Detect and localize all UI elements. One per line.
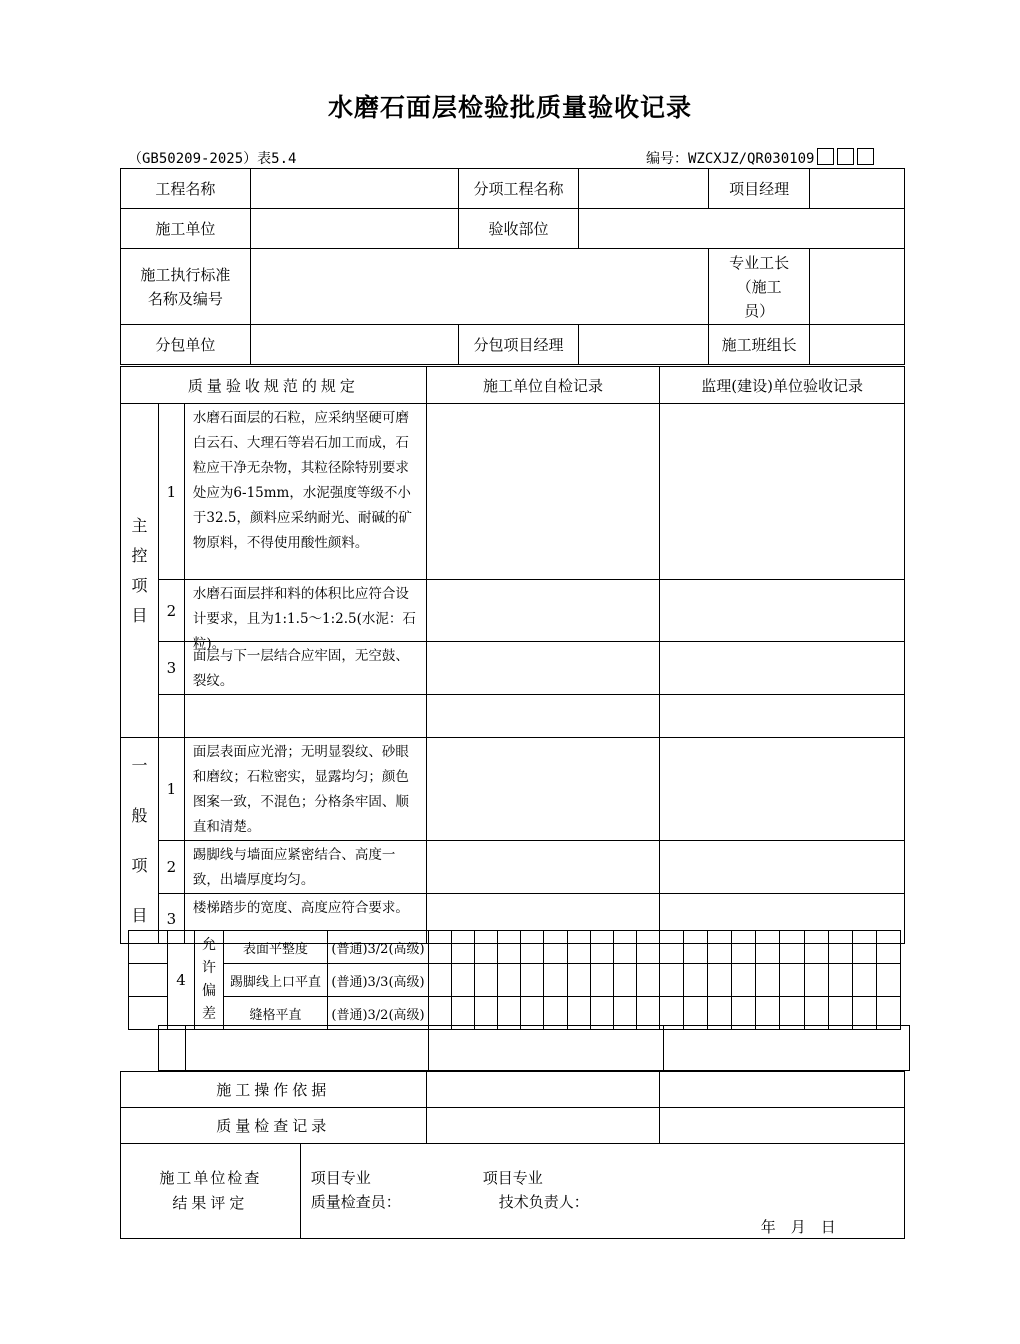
construction-unit-field[interactable] xyxy=(250,209,458,249)
deviation-item-value: (普通)3/2(高级) xyxy=(328,931,429,964)
measurement-cell[interactable] xyxy=(520,931,543,963)
standard-reference: （GB50209-2025）表5.4 xyxy=(128,151,297,167)
main-items-label: 主 控 项 目 xyxy=(121,404,159,738)
subcontractor-label: 分包单位 xyxy=(121,325,251,365)
inspection-record-field[interactable] xyxy=(426,1108,660,1144)
main-item-self-check[interactable] xyxy=(426,404,660,580)
measurement-cell[interactable] xyxy=(567,964,590,996)
measurement-cell[interactable] xyxy=(497,931,520,963)
measurement-cell[interactable] xyxy=(876,931,900,963)
spec-column-header: 质量验收规范的规定 xyxy=(121,367,427,404)
foreman-field[interactable] xyxy=(810,249,905,325)
standard-name-label xyxy=(121,249,251,325)
measurement-cell[interactable] xyxy=(590,964,613,996)
measurement-cell[interactable] xyxy=(828,931,852,963)
main-item-supervision[interactable] xyxy=(660,404,905,580)
sub-project-name-field[interactable] xyxy=(579,169,709,209)
main-item-number: 3 xyxy=(158,642,184,695)
main-item-requirement: 水磨石面层的石粒，应采纳坚硬可磨白云石、大理石等岩石加工而成，石粒应干净无杂物，其粒径除特别要求处应为6-15mm，水泥强度等级不小于32.5，颜料应采纳耐光、耐碱的矿物原料，不得使用酸性颜料。 xyxy=(184,404,426,580)
measurement-cell[interactable] xyxy=(755,931,779,963)
project-name-label: 工程名称 xyxy=(121,169,251,209)
deviation-item-name: 表面平整度 xyxy=(224,931,328,964)
measurement-cell[interactable] xyxy=(451,931,474,963)
measurement-cell[interactable] xyxy=(707,931,731,963)
measurement-cell[interactable] xyxy=(429,931,451,963)
evaluation-table xyxy=(120,1143,905,1239)
main-item-supervision[interactable] xyxy=(660,642,905,695)
inspection-record-label: 质量检查记录 xyxy=(121,1108,427,1144)
measurement-cell[interactable] xyxy=(590,931,613,963)
measurement-cell[interactable] xyxy=(852,964,876,996)
main-item-self-check-blank[interactable] xyxy=(426,695,660,738)
project-manager-label: 项目经理 xyxy=(709,169,810,209)
measurement-cell[interactable] xyxy=(636,964,659,996)
page-title: 水磨石面层检验批质量验收记录 xyxy=(327,93,692,122)
measurement-cell[interactable] xyxy=(636,931,659,963)
evaluation-date: 年 月 日 xyxy=(760,1218,836,1236)
measurement-grid xyxy=(429,964,659,996)
measurement-cell[interactable] xyxy=(804,931,828,963)
general-item-self-check[interactable] xyxy=(426,841,660,894)
general-item-supervision[interactable] xyxy=(660,738,905,841)
blank-row-table xyxy=(158,1025,910,1071)
deviation-item-name: 缝格平直 xyxy=(224,997,328,1030)
sub-project-name-label: 分项工程名称 xyxy=(458,169,579,209)
general-item-number: 2 xyxy=(158,841,184,894)
deviation-item-name: 踢脚线上口平直 xyxy=(224,964,328,997)
main-item-requirement: 水磨石面层拌和料的体积比应符合设计要求，且为1:1.5～1:2.5(水泥：石粒)。 xyxy=(184,580,426,642)
general-items-label: 一 般 项 目 xyxy=(121,738,159,944)
main-item-number: 2 xyxy=(158,580,184,642)
measurement-cell[interactable] xyxy=(474,964,497,996)
record-code xyxy=(646,148,874,168)
measurement-cell[interactable] xyxy=(567,931,590,963)
foreman-line3: 员） xyxy=(744,301,775,320)
sub-manager-field[interactable] xyxy=(579,325,709,365)
main-item-number-blank xyxy=(158,695,184,738)
deviation-blank-cell xyxy=(129,964,168,997)
measurement-cell[interactable] xyxy=(660,964,683,996)
foreman-label xyxy=(709,249,810,325)
tech-lead-signature-label: 项目专业 技术负责人： xyxy=(482,1169,589,1211)
measurement-cell[interactable] xyxy=(613,964,636,996)
inspector-signature-label: 项目专业 质量检查员： xyxy=(310,1169,401,1211)
deviation-supervision-grid xyxy=(660,931,901,964)
sub-manager-label: 分包项目经理 xyxy=(458,325,579,365)
deviation-self-grid xyxy=(429,964,660,997)
inspection-record-supervision-field[interactable] xyxy=(660,1108,905,1144)
measurement-cell[interactable] xyxy=(429,964,451,996)
standard-name-line2: 名称及编号 xyxy=(147,289,223,308)
deviation-item-value: (普通)3/3(高级) xyxy=(328,964,429,997)
code-box-3[interactable] xyxy=(857,148,874,165)
general-item-number: 1 xyxy=(158,738,184,841)
measurement-cell[interactable] xyxy=(497,964,520,996)
measurement-cell[interactable] xyxy=(660,931,683,963)
blank-number-cell xyxy=(159,1026,186,1071)
measurement-cell[interactable] xyxy=(543,964,566,996)
measurement-cell[interactable] xyxy=(520,964,543,996)
general-item-requirement: 楼梯踏步的宽度、高度应符合要求。 xyxy=(184,894,426,944)
standard-name-field[interactable] xyxy=(250,249,708,325)
subcontractor-field[interactable] xyxy=(250,325,458,365)
measurement-cell[interactable] xyxy=(755,964,779,996)
inspection-table xyxy=(120,366,905,944)
standard-name-line1: 施工执行标准 xyxy=(140,265,231,284)
code-value: WZCXJZ/QR030109 xyxy=(688,151,815,167)
measurement-grid xyxy=(660,931,900,963)
code-label: 编号： xyxy=(646,151,688,167)
measurement-grid xyxy=(660,964,900,996)
code-box-1[interactable] xyxy=(817,148,834,165)
measurement-cell[interactable] xyxy=(779,931,803,963)
deviation-supervision-grid xyxy=(660,964,901,997)
evaluation-field[interactable] xyxy=(300,1144,904,1239)
general-item-requirement: 踢脚线与墙面应紧密结合、高度一致，出墙厚度均匀。 xyxy=(184,841,426,894)
footer-table xyxy=(120,1071,905,1144)
acceptance-part-field[interactable] xyxy=(579,209,905,249)
team-leader-field[interactable] xyxy=(810,325,905,365)
blank-supervision-cell[interactable] xyxy=(664,1026,910,1071)
code-box-2[interactable] xyxy=(837,148,854,165)
blank-requirement-cell xyxy=(186,1026,429,1071)
main-item-requirement: 面层与下一层结合应牢固，无空鼓、裂纹。 xyxy=(184,642,426,695)
general-item-supervision[interactable] xyxy=(660,841,905,894)
main-item-requirement-blank xyxy=(184,695,426,738)
measurement-cell[interactable] xyxy=(804,964,828,996)
team-leader-label: 施工班组长 xyxy=(709,325,810,365)
blank-self-check-cell[interactable] xyxy=(429,1026,664,1071)
measurement-cell[interactable] xyxy=(543,931,566,963)
measurement-cell[interactable] xyxy=(683,931,707,963)
operation-basis-supervision-field[interactable] xyxy=(660,1072,905,1108)
general-item-requirement: 面层表面应光滑；无明显裂纹、砂眼和磨纹；石粒密实，显露均匀；颜色图案一致，不混色；分格条牢固、顺直和清楚。 xyxy=(184,738,426,841)
deviation-label: 允 许 偏 差 xyxy=(195,931,224,1030)
header-table xyxy=(120,168,905,365)
measurement-cell[interactable] xyxy=(876,964,900,996)
deviation-table xyxy=(128,930,901,1030)
acceptance-part-label: 验收部位 xyxy=(458,209,579,249)
measurement-cell[interactable] xyxy=(451,964,474,996)
supervision-column-header: 监理(建设)单位验收记录 xyxy=(660,367,905,404)
project-manager-field[interactable] xyxy=(810,169,905,209)
measurement-grid xyxy=(429,931,659,963)
general-item-self-check[interactable] xyxy=(426,738,660,841)
construction-unit-label: 施工单位 xyxy=(121,209,251,249)
measurement-cell[interactable] xyxy=(613,931,636,963)
evaluation-label: 施工单位检查 结果评定 xyxy=(121,1144,301,1239)
deviation-blank-cell xyxy=(129,931,168,964)
foreman-line1: 专业工长 xyxy=(729,253,790,272)
measurement-cell[interactable] xyxy=(731,931,755,963)
main-item-number: 1 xyxy=(158,404,184,580)
general-item-number: 3 xyxy=(158,894,184,944)
measurement-cell[interactable] xyxy=(828,964,852,996)
measurement-cell[interactable] xyxy=(779,964,803,996)
foreman-line2: （施工 xyxy=(736,277,782,296)
deviation-item-value: (普通)3/2(高级) xyxy=(328,997,429,1030)
measurement-cell[interactable] xyxy=(852,931,876,963)
measurement-cell[interactable] xyxy=(683,964,707,996)
main-item-self-check[interactable] xyxy=(426,580,660,642)
deviation-self-grid xyxy=(429,931,660,964)
measurement-cell[interactable] xyxy=(707,964,731,996)
operation-basis-label: 施工操作依据 xyxy=(121,1072,427,1108)
project-name-field[interactable] xyxy=(250,169,458,209)
measurement-cell[interactable] xyxy=(474,931,497,963)
main-item-supervision-blank[interactable] xyxy=(660,695,905,738)
measurement-cell[interactable] xyxy=(731,964,755,996)
main-item-self-check[interactable] xyxy=(426,642,660,695)
operation-basis-field[interactable] xyxy=(426,1072,660,1108)
self-check-column-header: 施工单位自检记录 xyxy=(426,367,660,404)
main-item-supervision[interactable] xyxy=(660,580,905,642)
deviation-item-number: 4 xyxy=(168,931,195,1030)
